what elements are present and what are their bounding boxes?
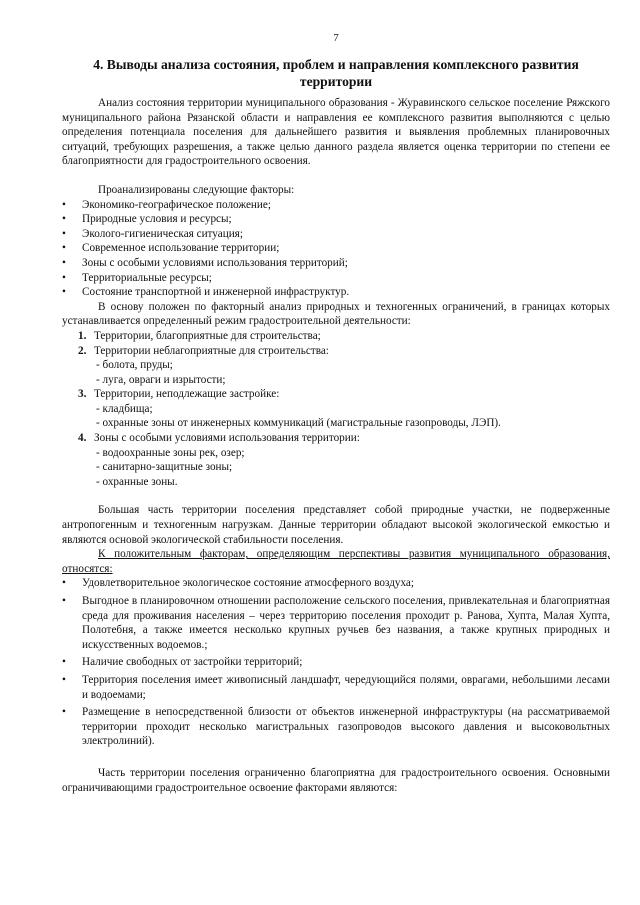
basis-paragraph: В основу положен по факторный анализ природных и техногенных ограничений, в границах которых устанавливается определенный режим градостроительной деятельности: [62, 300, 610, 328]
category-number: 4. [78, 432, 87, 445]
page-number: 7 [333, 32, 339, 44]
category-item [78, 344, 610, 388]
category-sublist [94, 446, 610, 490]
natural-paragraph: Большая часть территории поселения представляет собой природные участки, не подверженные антропогенным и техногенным нагрузкам. Данные территории обладают высокой экологической емкостью и являются основой экологической стабильности поселения. [62, 504, 610, 546]
categories-list [62, 329, 610, 490]
list-item: • Выгодное в планировочном отношении расположение сельского поселения, привлекательная и благоприятная среда для проживания населения – через территорию поселения проходит р. Ранова, Хупта, Малая Хупта, Полотебня, а также имеется несколько крупных ручьев без названия, а также крупных природных и искусственных водоемов.; [62, 594, 610, 652]
factors-list [62, 198, 610, 300]
list-item: • Размещение в непосредственной близости от объектов инженерной инфраструктуры (на рассматриваемой территории проходит несколько магистральных газопроводов высокого давления и высоковольтных электролиний). [62, 705, 610, 749]
document-body [62, 96, 610, 795]
category-label: Территории, неподлежащие застройке: [94, 388, 280, 401]
list-item: • Состояние транспортной и инженерной инфраструктур. [62, 285, 610, 300]
list-item: • Природные условия и ресурсы; [62, 212, 610, 227]
sub-item: - охранные зоны от инженерных коммуникаций (магистральные газопроводы, ЛЭП). [96, 417, 501, 430]
sub-item: - охранные зоны. [96, 475, 178, 488]
category-number: 1. [78, 329, 87, 342]
category-number: 2. [78, 344, 87, 357]
factors-intro: Проанализированы следующие факторы: [98, 183, 295, 196]
category-item [78, 329, 610, 344]
category-sublist [94, 358, 610, 387]
sub-item: - луга, овраги и изрытости; [96, 373, 226, 386]
category-label: Территории, благоприятные для строительства; [94, 329, 321, 342]
category-number: 3. [78, 388, 87, 401]
category-label: Территории неблагоприятные для строительства: [94, 344, 329, 357]
list-item: • Современное использование территории; [62, 241, 610, 256]
list-item: • Наличие свободных от застройки территорий; [62, 655, 610, 670]
list-item: • Эколого-гигиеническая ситуация; [62, 227, 610, 242]
category-item [78, 431, 610, 489]
sub-item: - водоохранные зоны рек, озер; [96, 446, 245, 459]
limited-paragraph: Часть территории поселения ограниченно благоприятна для градостроительного освоения. Основными ограничивающими градостроительное освоение факторами являются: [62, 766, 610, 794]
sub-item: - санитарно-защитные зоны; [96, 461, 233, 474]
intro-paragraph: Анализ состояния территории муниципального образования - Журавинского сельское поселение Ряжского муниципального района Рязанской области и направления ее комплексного развития выполняются с целью определения потенциала поселения для дальнейшего развития и выявления проблемных планировочных ситуаций, требующих разрешения, а также целью данного раздела является оценка территории по степени ее благоприятности для градостроительного освоения. [62, 97, 610, 168]
category-item [78, 387, 610, 431]
list-item: • Зоны с особыми условиями использования территорий; [62, 256, 610, 271]
list-item: • Территория поселения имеет живописный ландшафт, чередующийся полями, оврагами, небольшими лесами и водоемами; [62, 673, 610, 702]
category-sublist [94, 402, 610, 431]
list-item: • Территориальные ресурсы; [62, 271, 610, 286]
section-title: 4. Выводы анализа состояния, проблем и направления комплексного развития территории [93, 57, 579, 89]
list-item: • Удовлетворительное экологическое состояние атмосферного воздуха; [62, 576, 610, 591]
positive-factors-heading: К положительным факторам, определяющим перспективы развития муниципального образования, относятся: [62, 548, 610, 575]
sub-item: - болота, пруды; [96, 359, 173, 372]
list-item: • Экономико-географическое положение; [62, 198, 610, 213]
positive-factors-list [62, 576, 610, 749]
category-label: Зоны с особыми условиями использования территории: [94, 432, 360, 445]
sub-item: - кладбища; [96, 402, 153, 415]
